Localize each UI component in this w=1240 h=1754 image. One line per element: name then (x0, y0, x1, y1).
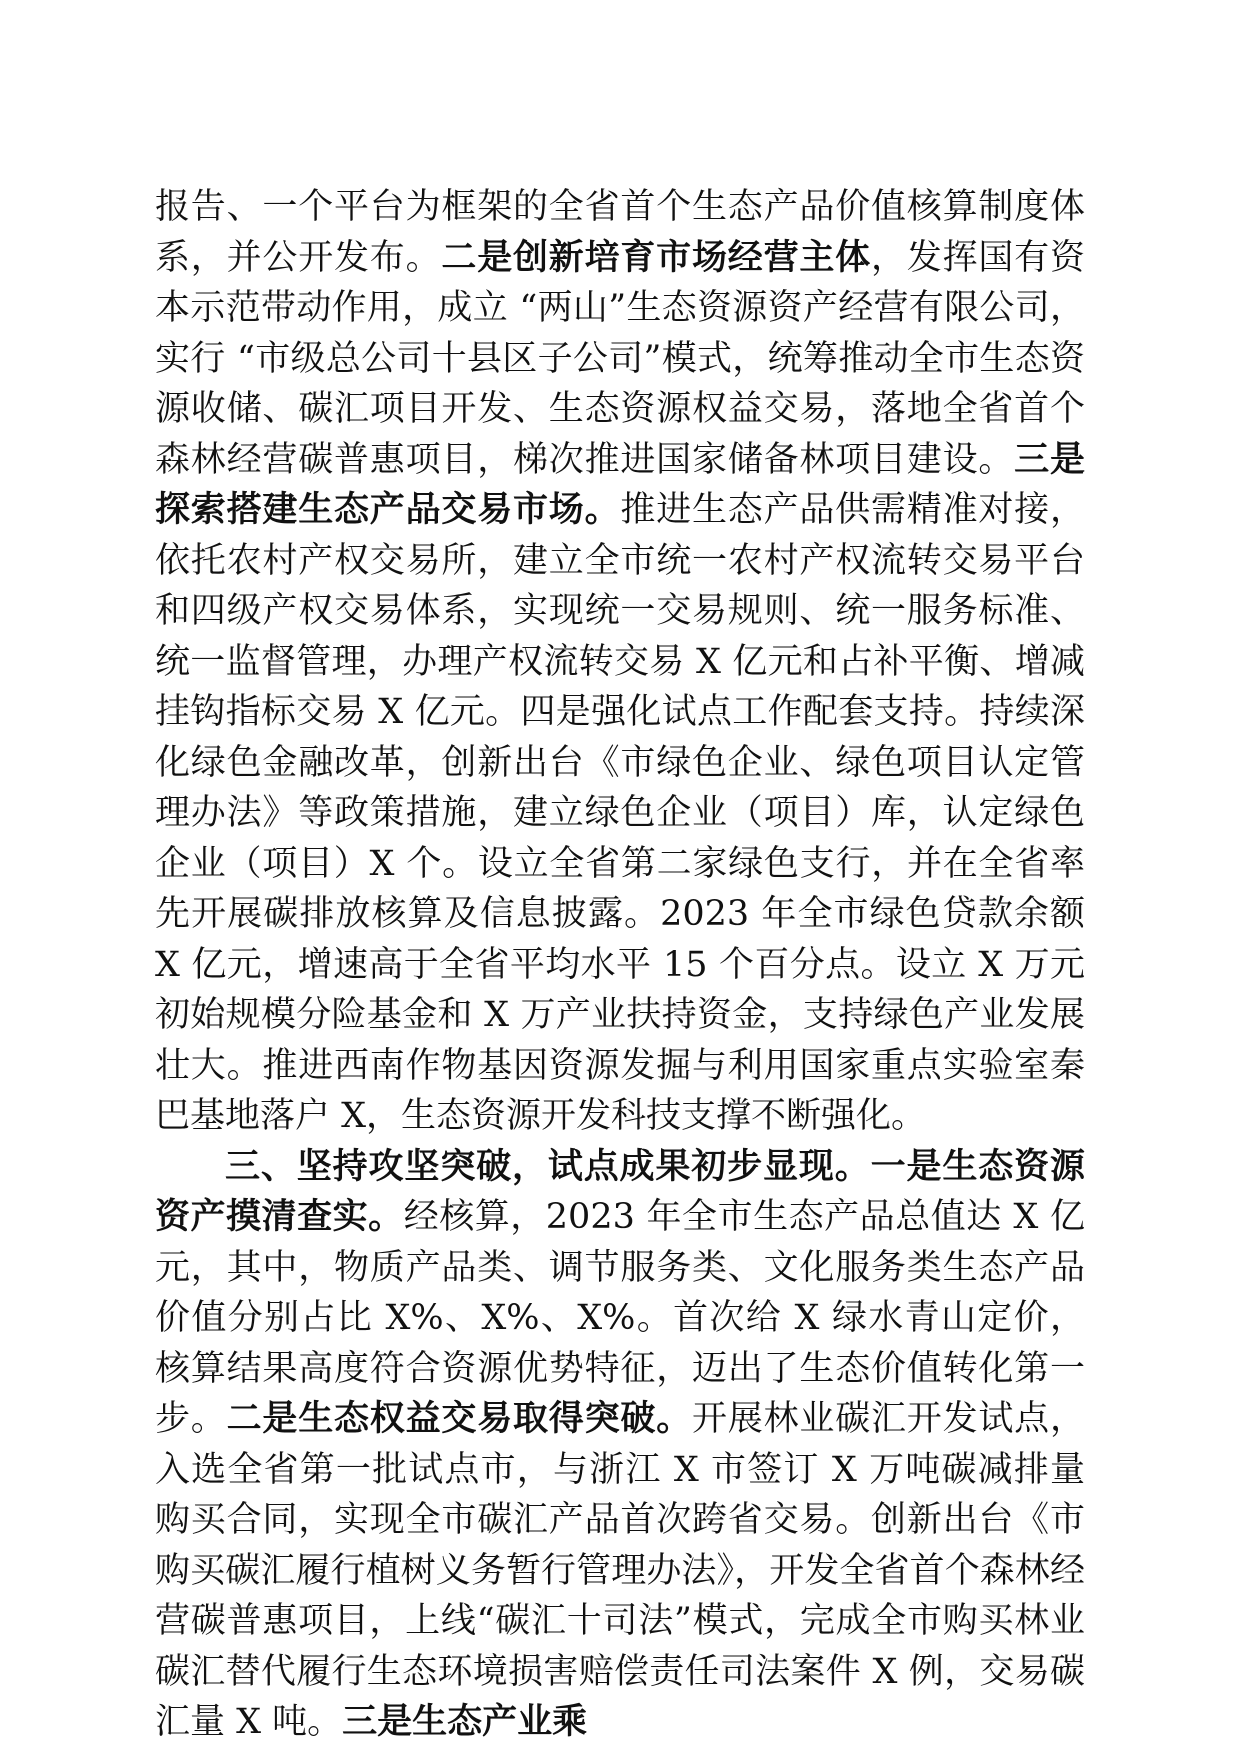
paragraph-1 (155, 182, 1085, 1142)
paragraph-2 (155, 1142, 1085, 1748)
bold-heading-run: 二是创新培育市场经营主体 (441, 236, 871, 278)
text-run: 报告、一个平台为框架的全省首个生态产品价值核算制度体系，并公开发布。 (155, 187, 1085, 278)
bold-heading-run: 三、坚持攻坚突破，试点成果初步显现。一是生态资源资产摸清查实。 (155, 1145, 1085, 1237)
document-body (155, 182, 1085, 1748)
text-run: 开展林业碳汇开发试点，入选全省第一批试点市，与浙江 X 市签订 X 万吨碳减排量购买合同，实现全市碳汇产品首次跨省交易。创新出台《市购买碳汇履行植树义务暂行管理办法》，开发全省首个森林经营碳普惠项目，上线“碳汇十司法”模式，完成全市购买林业碳汇替代履行生态环境损害赔偿责任司法案件 X 例，交易碳汇量 X 吨。 (155, 1399, 1085, 1742)
text-run: 推进生态产品供需精准对接，依托农村产权交易所，建立全市统一农村产权流转交易平台和四级产权交易体系，实现统一交易规则、统一服务标准、统一监督管理，办理产权流转交易 X 亿元和占补平衡、增减挂钩指标交易 X 亿元。四是强化试点工作配套支持。持续深化绿色金融改革，创新出台《市绿色企业、绿色项目认定管理办法》等政策措施，建立绿色企业（项目）库，认定绿色企业（项目）X 个。设立全省第二家绿色支行，并在全省率先开展碳排放核算及信息披露。2023 年全市绿色贷款余额 X 亿元，增速高于全省平均水平 15 个百分点。设立 X 万元初始规模分险基金和 X 万产业扶持资金，支持绿色产业发展壮大。推进西南作物基因资源发掘与利用国家重点实验室秦巴基地落户 X，生态资源开发科技支撑不断强化。 (155, 490, 1085, 1136)
text-run: ，发挥国有资本示范带动作用，成立 “两山”生态资源资产经营有限公司，实行 “市级总公司十县区子公司”模式，统筹推动全市生态资源收储、碳汇项目开发、生态资源权益交易，落地全省首个森林经营碳普惠项目，梯次推进国家储备林项目建设。 (155, 237, 1085, 480)
bold-heading-run: 三是探索搭建生态产品交易市场。 (155, 438, 1085, 530)
bold-heading-run: 二是生态权益交易取得突破。 (226, 1398, 692, 1439)
text-run: 经核算，2023 年全市生态产品总值达 X 亿元，其中，物质产品类、调节服务类、文化服务类生态产品价值分别占比 X%、X%、X%。首次给 X 绿水青山定价，核算结果高度符合资源优势特征，迈出了生态价值转化第一步。 (155, 1197, 1085, 1439)
bold-heading-run: 三是生态产业乘 (342, 1701, 588, 1742)
